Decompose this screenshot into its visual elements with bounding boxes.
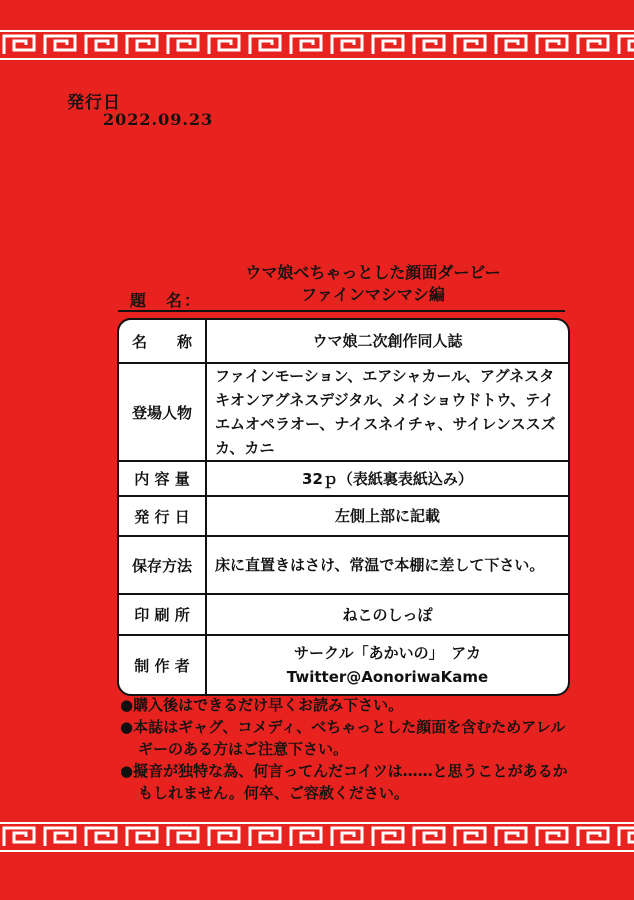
- fret-motif: [291, 36, 321, 54]
- fret-motif: [168, 828, 198, 846]
- fret-motif: [373, 36, 403, 54]
- fret-motif: [332, 36, 362, 54]
- fret-motif: [4, 828, 34, 846]
- row-value: 床に直置きはさけ、常温で本棚に差して下さい。: [215, 556, 545, 574]
- publish-date: 2022.09.23: [103, 110, 214, 129]
- fret-motif: [86, 36, 116, 54]
- publish-label: 発行日: [67, 93, 121, 113]
- table-row-issue-date: [119, 497, 568, 537]
- title-block: [118, 262, 565, 312]
- fret-motif: [168, 36, 198, 54]
- table-row-characters: [119, 364, 568, 462]
- title-line-2: ファインマシマシ編: [301, 285, 445, 304]
- fret-motif: [496, 828, 526, 846]
- row-value: ねこのしっぽ: [342, 605, 433, 624]
- table-row-author: [119, 636, 568, 694]
- row-key: 内 容 量: [119, 462, 207, 495]
- fret-motif: [537, 828, 567, 846]
- row-value: ファインモーション、エアシャカール、アグネスタキオンアグネスデジタル、メイショウドトウ、テイエムオペラオー、ナイスネイチャ、サイレンススズカ、カニ: [215, 367, 556, 457]
- fret-motif: [332, 828, 362, 846]
- fret-motif: [291, 828, 321, 846]
- fret-motif: [209, 828, 239, 846]
- fret-motif: [455, 828, 485, 846]
- fret-motif: [455, 36, 485, 54]
- row-key: 印 刷 所: [119, 595, 207, 634]
- fret-motif: [127, 36, 157, 54]
- fret-motif: [250, 828, 280, 846]
- row-key: 発 行 日: [119, 497, 207, 535]
- fret-motif: [496, 36, 526, 54]
- row-key: 保存方法: [119, 537, 207, 593]
- table-row-storage: [119, 537, 568, 595]
- title-line-1: ウマ娘べちゃっとした顔面ダービー: [245, 263, 501, 282]
- row-value: 32ｐ（表紙裏表紙込み）: [302, 469, 473, 488]
- row-key: 名 称: [119, 320, 207, 362]
- fret-border-top: [0, 30, 634, 60]
- table-row-name: [119, 320, 568, 364]
- fret-motif: [619, 828, 634, 846]
- note-item: ●本誌はギャグ、コメディ、べちゃっとした顔面を含むためアレルギーのある方はご注意下さい。: [120, 718, 566, 758]
- info-table: [117, 318, 570, 696]
- row-value: 左側上部に記載: [334, 507, 440, 525]
- fret-motif: [414, 828, 444, 846]
- fret-motif: [619, 36, 634, 54]
- fret-motif: [578, 828, 608, 846]
- row-key: 制 作 者: [119, 636, 207, 694]
- row-value: サークル「あかいの」 アカ Twitter@AonoriwaKame: [286, 644, 489, 686]
- note-item: ●購入後はできるだけ早くお読み下さい。: [120, 696, 404, 714]
- fret-motif: [373, 828, 403, 846]
- fret-motif: [209, 36, 239, 54]
- notes: [120, 694, 580, 804]
- fret-motif: [45, 36, 75, 54]
- fret-motif: [127, 828, 157, 846]
- title-text: [208, 262, 538, 306]
- fret-motif: [578, 36, 608, 54]
- title-label: 題 名：: [130, 291, 203, 310]
- note-item: ●擬音が独特な為、何言ってんだコイツは……と思うことがあるかもしれません。何卒、ご容赦ください。: [120, 762, 568, 802]
- row-value: ウマ娘二次創作同人誌: [312, 332, 463, 350]
- table-row-printer: [119, 595, 568, 636]
- fret-motif: [86, 828, 116, 846]
- fret-border-bottom: [0, 822, 634, 852]
- fret-motif: [537, 36, 567, 54]
- fret-motif: [4, 36, 34, 54]
- fret-motif: [250, 36, 280, 54]
- row-key: 登場人物: [119, 364, 207, 460]
- table-row-contents: [119, 462, 568, 497]
- fret-motif: [45, 828, 75, 846]
- fret-motif: [414, 36, 444, 54]
